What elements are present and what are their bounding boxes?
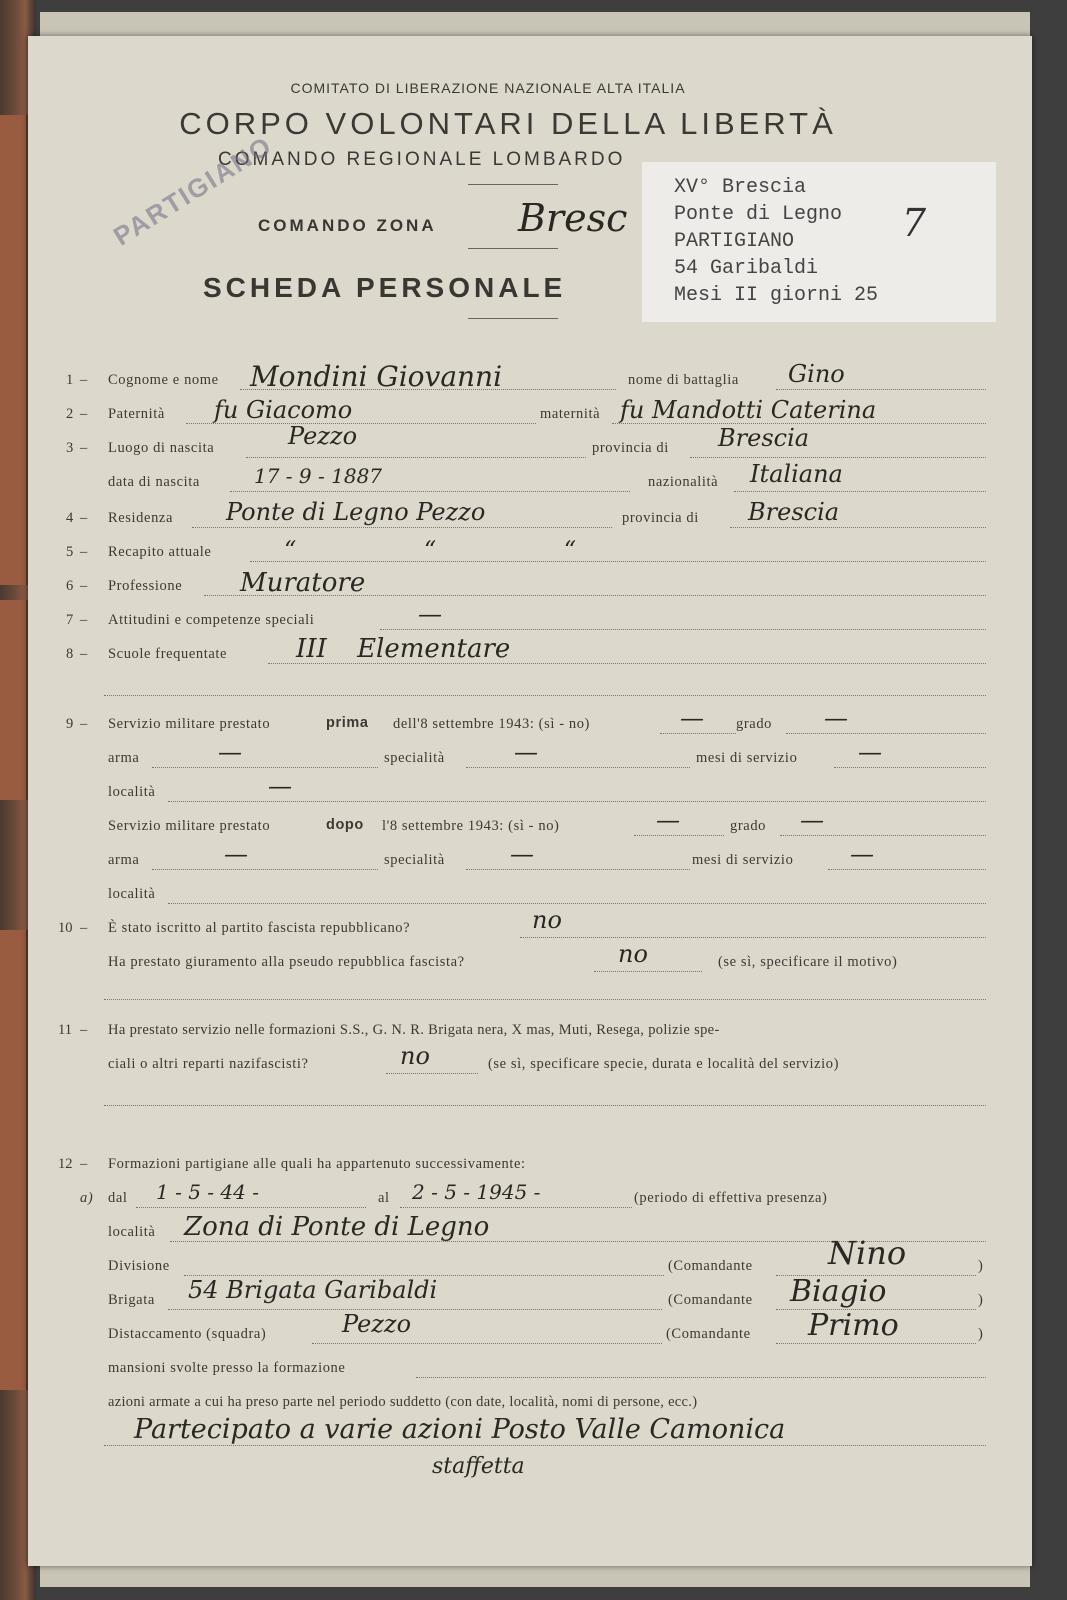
armed-actions-value: Partecipato a varie azioni Posto Valle Camonica xyxy=(134,1414,786,1445)
battle-name-value: Gino xyxy=(788,360,845,388)
fill-line xyxy=(104,694,986,696)
fill-line xyxy=(192,526,612,528)
arm-value: — xyxy=(218,738,242,766)
header-comando-regionale: COMANDO REGIONALE LOMBARDO xyxy=(218,149,626,170)
commander-value-2: Biagio xyxy=(790,1274,887,1309)
fill-line xyxy=(168,1308,662,1310)
fill-line xyxy=(594,970,702,972)
residence-province-value: Brescia xyxy=(748,498,840,526)
field-row-10-a: 10 – È stato iscritto al partito fascista repubblicano? no xyxy=(28,914,1032,944)
specialty-value: — xyxy=(514,738,538,766)
fill-line xyxy=(634,834,724,836)
field-number: 7 xyxy=(66,612,74,628)
maternity-label: maternità xyxy=(540,406,601,422)
location-label-2: località xyxy=(108,886,156,902)
field-number: 5 xyxy=(66,544,74,560)
military-service-label: Servizio militare prestato xyxy=(108,716,271,732)
fill-line xyxy=(104,1104,986,1106)
fill-line xyxy=(168,800,986,802)
fill-line xyxy=(780,834,986,836)
fascist-party-answer: no xyxy=(532,906,562,934)
field-number: 11 xyxy=(58,1022,72,1038)
dopo-question: l'8 settembre 1943: (sì - no) xyxy=(382,818,560,834)
field-row-4: 4 – Residenza Ponte di Legno Pezzo provincia di Brescia xyxy=(28,504,1032,534)
address-value: “ “ “ xyxy=(284,536,637,564)
rank-value-2: — xyxy=(800,806,824,834)
field-row-12-mansioni xyxy=(28,1354,1032,1384)
fill-line xyxy=(660,732,736,734)
arm-label-2: arma xyxy=(108,852,140,868)
header-comitato: COMITATO DI LIBERAZIONE NAZIONALE ALTA ITALIA xyxy=(290,80,686,96)
prima-question: dell'8 settembre 1943: (sì - no) xyxy=(393,716,590,732)
surname-name-label: Cognome e nome xyxy=(108,372,219,388)
field-row-9-arma-2 xyxy=(28,840,1032,876)
rank-label-2: grado xyxy=(730,818,767,834)
rank-value: — xyxy=(824,704,848,732)
nazifascist-service-answer: no xyxy=(400,1042,430,1070)
fill-line xyxy=(520,936,986,938)
fill-line xyxy=(466,868,690,870)
fill-line xyxy=(152,868,378,870)
commander-label-3: (Comandante xyxy=(666,1326,751,1342)
prima-keyword: prima xyxy=(326,715,369,731)
field-row-6: 6 – Professione Muratore xyxy=(28,572,1032,602)
location-value: — xyxy=(268,772,292,800)
dopo-keyword: dopo xyxy=(326,817,364,833)
field-number: 3 xyxy=(66,440,74,456)
field-number: 10 xyxy=(58,920,73,936)
duties-label: mansioni svolte presso la formazione xyxy=(108,1360,346,1376)
label-line: 54 Garibaldi xyxy=(674,257,819,280)
nazifascist-service-question: Ha prestato servizio nelle formazioni S.S., G. N. R. Brigata nera, X mas, Muti, Resega, polizie spe- xyxy=(108,1022,720,1038)
commander-value-1: Nino xyxy=(828,1234,907,1272)
form-title: SCHEDA PERSONALE xyxy=(203,272,567,303)
prima-answer: — xyxy=(680,704,704,732)
binder-tab xyxy=(0,600,28,800)
field-row-12-brigata: Brigata 54 Brigata Garibaldi (Comandante ) Biagio xyxy=(108,1274,984,1309)
specialty-label: specialità xyxy=(384,750,445,766)
division-label: Divisione xyxy=(108,1258,170,1274)
fill-line xyxy=(230,490,630,492)
from-value: 1 - 5 - 44 - xyxy=(156,1180,259,1204)
months-value-2: — xyxy=(850,840,874,868)
nationality-label: nazionalità xyxy=(648,474,719,490)
fill-line xyxy=(400,1206,632,1208)
oath-answer: no xyxy=(618,940,648,968)
field-row-12-divisione: Divisione (Comandante ) Nino xyxy=(108,1234,984,1274)
field-row-12-azioni-value-2 xyxy=(28,1454,1032,1490)
fill-line xyxy=(776,388,986,390)
oath-question: Ha prestato giuramento alla pseudo repubblica fascista? xyxy=(108,954,465,970)
from-label: dal xyxy=(108,1190,128,1206)
field-number: 6 xyxy=(66,578,74,594)
field-number: 8 xyxy=(66,646,74,662)
fill-line xyxy=(168,902,986,904)
province-label: provincia di xyxy=(592,440,669,456)
nationality-value: Italiana xyxy=(750,460,843,488)
field-row-10-b xyxy=(28,940,1032,978)
comando-zona-label: COMANDO ZONA xyxy=(258,216,437,235)
commander-label-2: (Comandante xyxy=(668,1292,753,1308)
binder-tab xyxy=(0,115,28,585)
schools-value: III Elementare xyxy=(296,634,511,664)
fill-line xyxy=(386,1072,478,1074)
field-number: 1 xyxy=(66,372,74,388)
birthdate-value: 17 - 9 - 1887 xyxy=(254,464,383,488)
field-row-9-arma xyxy=(28,738,1032,774)
specialty-value-2: — xyxy=(510,840,534,868)
fill-line xyxy=(730,526,986,528)
partisan-formations-intro: Formazioni partigiane alle quali ha appartenuto successivamente: xyxy=(108,1156,526,1172)
aptitudes-value: — xyxy=(418,600,442,628)
nazifascist-service-question-cont: ciali o altri reparti nazifascisti? xyxy=(108,1056,309,1072)
field-row-9-prima: 9 – Servizio militare prestato prima dell'8 settembre 1943: (sì - no) — grado — xyxy=(28,710,1032,740)
brigade-label: Brigata xyxy=(108,1292,155,1308)
nazifascist-service-note: (se sì, specificare specie, durata e località del servizio) xyxy=(488,1056,840,1072)
arm-value-2: — xyxy=(224,840,248,868)
field-row-8: 8 – Scuole frequentate III Elementare xyxy=(28,640,1032,670)
field-row-9-localita-2 xyxy=(28,880,1032,910)
fill-line xyxy=(466,766,690,768)
comando-zona-value: Bresc xyxy=(518,196,628,240)
personal-form-sheet xyxy=(28,36,1032,1566)
label-line: PARTIGIANO xyxy=(674,230,795,253)
birthdate-label: data di nascita xyxy=(108,474,200,490)
field-row-3: 3 – Luogo di nascita Pezzo provincia di Brescia xyxy=(28,434,1032,464)
fill-line xyxy=(834,766,986,768)
specialty-label-2: specialità xyxy=(384,852,445,868)
typed-label xyxy=(642,162,996,322)
field-row-11-a: 11 – Ha prestato servizio nelle formazioni S.S., G. N. R. Brigata nera, X mas, Muti, Resega, polizie spe- xyxy=(58,1022,720,1038)
arm-label: arma xyxy=(108,750,140,766)
formation-location-value: Zona di Ponte di Legno xyxy=(184,1212,490,1242)
divider xyxy=(468,184,558,185)
period-note: (periodo di effettiva presenza) xyxy=(634,1190,828,1206)
fill-line xyxy=(152,766,378,768)
field-row-5: 5 – Recapito attuale “ “ “ xyxy=(28,538,1032,568)
item-a-mark: a) xyxy=(80,1190,94,1206)
aptitudes-label: Attitudini e competenze speciali xyxy=(108,612,315,628)
field-row-12-azioni-value xyxy=(28,1414,1032,1452)
detachment-label: Distaccamento (squadra) xyxy=(108,1326,267,1342)
battle-name-label: nome di battaglia xyxy=(628,372,739,388)
birthplace-value: Pezzo xyxy=(288,422,358,450)
fill-line xyxy=(828,868,986,870)
label-line: Mesi II giorni 25 xyxy=(674,284,879,307)
fascist-party-question: È stato iscritto al partito fascista repubblicano? xyxy=(108,920,411,936)
schools-label: Scuole frequentate xyxy=(108,646,228,662)
profession-value: Muratore xyxy=(240,568,366,598)
paternity-label: Paternità xyxy=(108,406,165,422)
field-row-3b xyxy=(28,460,1032,498)
field-number: 9 xyxy=(66,716,74,732)
detachment-value: Pezzo xyxy=(342,1310,412,1338)
partigiano-stamp: PARTIGIANO xyxy=(108,129,278,252)
dopo-answer: — xyxy=(656,806,680,834)
months-value: — xyxy=(858,738,882,766)
rank-label: grado xyxy=(736,716,773,732)
field-number: 4 xyxy=(66,510,74,526)
to-label: al xyxy=(378,1190,390,1206)
brigade-value: 54 Brigata Garibaldi xyxy=(188,1276,438,1304)
field-row-2: 2 – Paternità fu Giacomo maternità fu Mandotti Caterina xyxy=(28,400,1032,430)
armed-actions-label: azioni armate a cui ha preso parte nel periodo suddetto (con date, località, nomi di persone, ecc.) xyxy=(108,1394,698,1410)
binder-tab xyxy=(0,930,28,1390)
header-corpo: CORPO VOLONTARI DELLA LIBERTÀ xyxy=(179,106,837,141)
formation-location-label: località xyxy=(108,1224,156,1240)
label-line: Ponte di Legno xyxy=(674,203,843,226)
label-line: XV° Brescia xyxy=(674,176,807,199)
months-label: mesi di servizio xyxy=(696,750,798,766)
divider xyxy=(468,248,558,249)
paternity-value: fu Giacomo xyxy=(214,396,353,424)
field-row-7: 7 – Attitudini e competenze speciali — xyxy=(28,606,1032,636)
military-service-after-label: Servizio militare prestato xyxy=(108,818,271,834)
location-label: località xyxy=(108,784,156,800)
to-value: 2 - 5 - 1945 - xyxy=(412,1180,541,1204)
months-label-2: mesi di servizio xyxy=(692,852,794,868)
armed-actions-value-2: staffetta xyxy=(432,1454,525,1479)
fill-line xyxy=(690,456,986,458)
field-number: 2 xyxy=(66,406,74,422)
divider xyxy=(468,318,558,319)
residence-label: Residenza xyxy=(108,510,173,526)
oath-note: (se sì, specificare il motivo) xyxy=(718,954,898,970)
residence-province-label: provincia di xyxy=(622,510,699,526)
handwritten-mark: 7 xyxy=(901,201,926,245)
fill-line xyxy=(136,1206,366,1208)
fill-line xyxy=(786,732,986,734)
maternity-value: fu Mandotti Caterina xyxy=(620,396,877,424)
birthplace-label: Luogo di nascita xyxy=(108,440,215,456)
field-row-12-distaccamento: Distaccamento (squadra) Pezzo (Comandante ) Primo xyxy=(108,1308,984,1343)
fill-line xyxy=(734,490,986,492)
commander-label-1: (Comandante xyxy=(668,1258,753,1274)
field-row-1: 1 – Cognome e nome Mondini Giovanni nome di battaglia Gino xyxy=(28,366,1032,396)
field-row-12-intro: 12 – Formazioni partigiane alle quali ha appartenuto successivamente: xyxy=(58,1156,526,1172)
residence-value: Ponte di Legno Pezzo xyxy=(226,498,486,526)
fill-line xyxy=(246,456,586,458)
surname-name-value: Mondini Giovanni xyxy=(250,360,503,393)
profession-label: Professione xyxy=(108,578,183,594)
commander-value-3: Primo xyxy=(808,1308,899,1343)
field-row-12-period xyxy=(28,1180,1032,1214)
field-row-9-localita xyxy=(28,772,1032,808)
field-number: 12 xyxy=(58,1156,73,1172)
field-row-9-dopo xyxy=(28,806,1032,842)
fill-line xyxy=(380,628,986,630)
address-label: Recapito attuale xyxy=(108,544,212,560)
fill-line xyxy=(416,1376,986,1378)
field-row-11-b xyxy=(28,1042,1032,1080)
fill-line xyxy=(104,998,986,1000)
province-value: Brescia xyxy=(718,424,810,452)
fill-line xyxy=(312,1342,662,1344)
